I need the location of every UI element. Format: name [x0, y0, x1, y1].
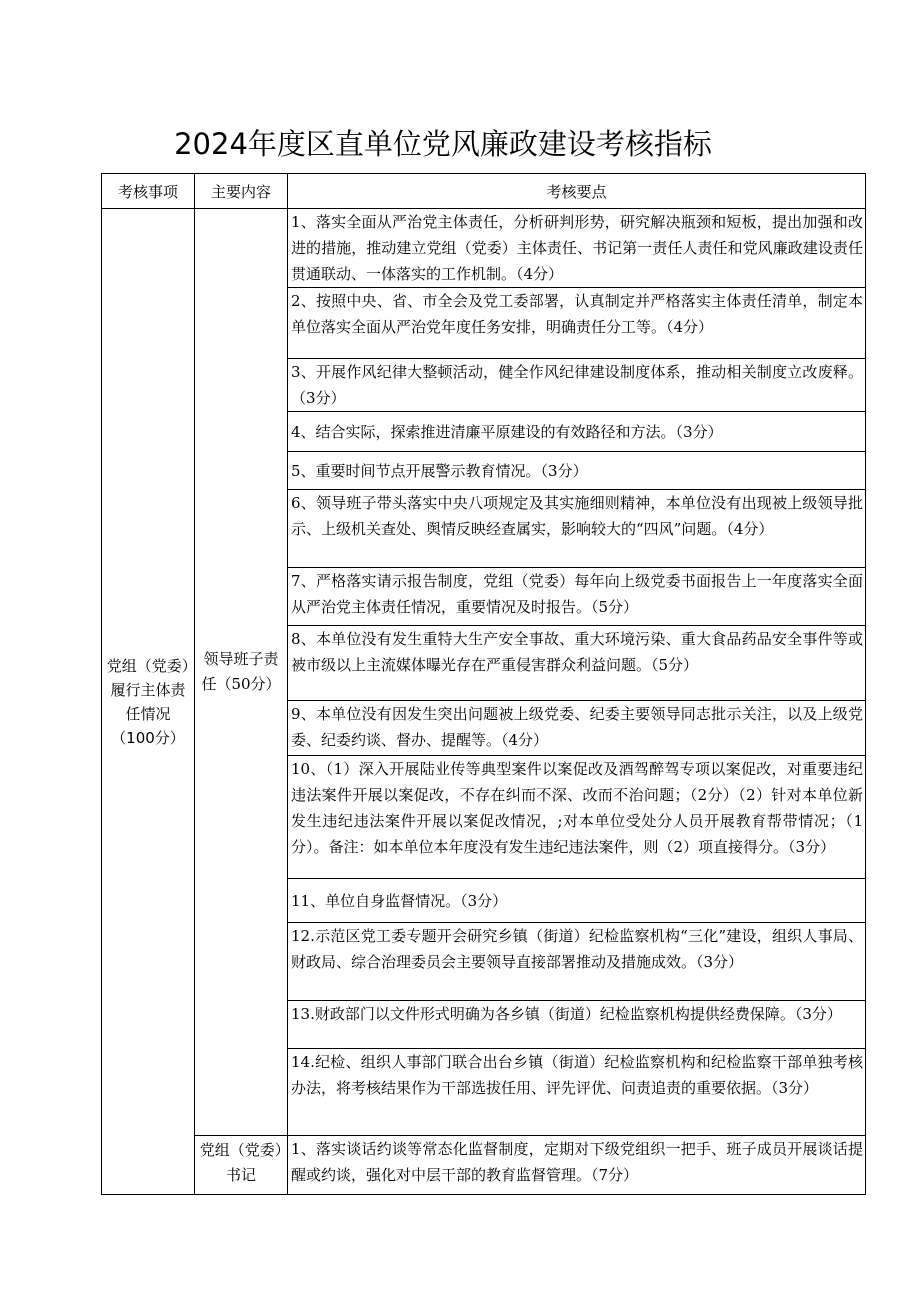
table-row [102, 209, 866, 288]
key-point-item: 8、本单位没有发生重特大生产安全事故、重大环境污染、重大食品药品安全事件等或被市级以上主流媒体曝光存在严重侵害群众利益问题。（5分） [288, 626, 866, 701]
assessment-table [101, 173, 866, 1195]
key-point-item: 4、结合实际，探索推进清廉平原建设的有效路径和方法。（3分） [288, 412, 866, 452]
key-point-item: 6、领导班子带头落实中央八项规定及其实施细则精神，本单位没有出现被上级领导批示、上级机关查处、舆情反映经查属实，影响较大的“四风”问题。（4分） [288, 490, 866, 568]
key-point-item: 7、严格落实请示报告制度，党组（党委）每年向上级党委书面报告上一年度落实全面从严治党主体责任情况，重要情况及时报告。（5分） [288, 568, 866, 626]
key-point-item: 12.示范区党工委专题开会研究乡镇（街道）纪检监察机构“三化”建设，组织人事局、财政局、综合治理委员会主要领导直接部署推动及措施成效。（3分） [288, 923, 866, 1001]
header-main-content: 主要内容 [195, 174, 288, 209]
category-cell: 党组（党委）履行主体责任情况（100分） [102, 209, 195, 1195]
key-point-item: 9、本单位没有因发生突出问题被上级党委、纪委主要领导同志批示关注，以及上级党委、纪委约谈、督办、提醒等。（4分） [288, 701, 866, 756]
key-point-item: 5、重要时间节点开展警示教育情况。（3分） [288, 452, 866, 490]
table-header-row [102, 174, 866, 209]
section-party-secretary: 党组（党委）书记 [195, 1136, 288, 1195]
key-point-item: 14.纪检、组织人事部门联合出台乡镇（街道）纪检监察机构和纪检监察干部单独考核办法，将考核结果作为干部选拔任用、评先评优、问责追责的重要依据。（3分） [288, 1049, 866, 1136]
key-point-item: 1、落实全面从严治党主体责任，分析研判形势，研究解决瓶颈和短板，提出加强和改进的措施，推动建立党组（党委）主体责任、书记第一责任人责任和党风廉政建设责任贯通联动、一体落实的工作机制。（4分） [288, 209, 866, 288]
key-point-item: 10、（1）深入开展陆业传等典型案件以案促改及酒驾醉驾专项以案促改，对重要违纪违法案件开展以案促改，不存在纠而不深、改而不治问题；（2分）（2）针对本单位新发生违纪违法案件开展以案促改情况，;对本单位受处分人员开展教育帮带情况；（1分）。备注：如本单位本年度没有发生违纪违法案件，则（2）项直接得分。（3分） [288, 756, 866, 879]
key-point-item: 13.财政部门以文件形式明确为各乡镇（街道）纪检监察机构提供经费保障。（3分） [288, 1001, 866, 1049]
key-point-item: 2、按照中央、省、市全会及党工委部署，认真制定并严格落实主体责任清单，制定本单位落实全面从严治党年度任务安排，明确责任分工等。（4分） [288, 288, 866, 359]
key-point-item: 3、开展作风纪律大整顿活动，健全作风纪律建设制度体系，推动相关制度立改废释。（3分） [288, 359, 866, 412]
section-leadership: 领导班子责任（50分） [195, 209, 288, 1136]
table-row [102, 1136, 866, 1195]
header-assessment-item: 考核事项 [102, 174, 195, 209]
page-title: 2024年度区直单位党风廉政建设考核指标 [174, 127, 712, 161]
header-key-points: 考核要点 [288, 174, 866, 209]
key-point-item: 11、单位自身监督情况。（3分） [288, 879, 866, 923]
key-point-item: 1、落实谈话约谈等常态化监督制度，定期对下级党组织一把手、班子成员开展谈话提醒或约谈，强化对中层干部的教育监督管理。（7分） [288, 1136, 866, 1195]
